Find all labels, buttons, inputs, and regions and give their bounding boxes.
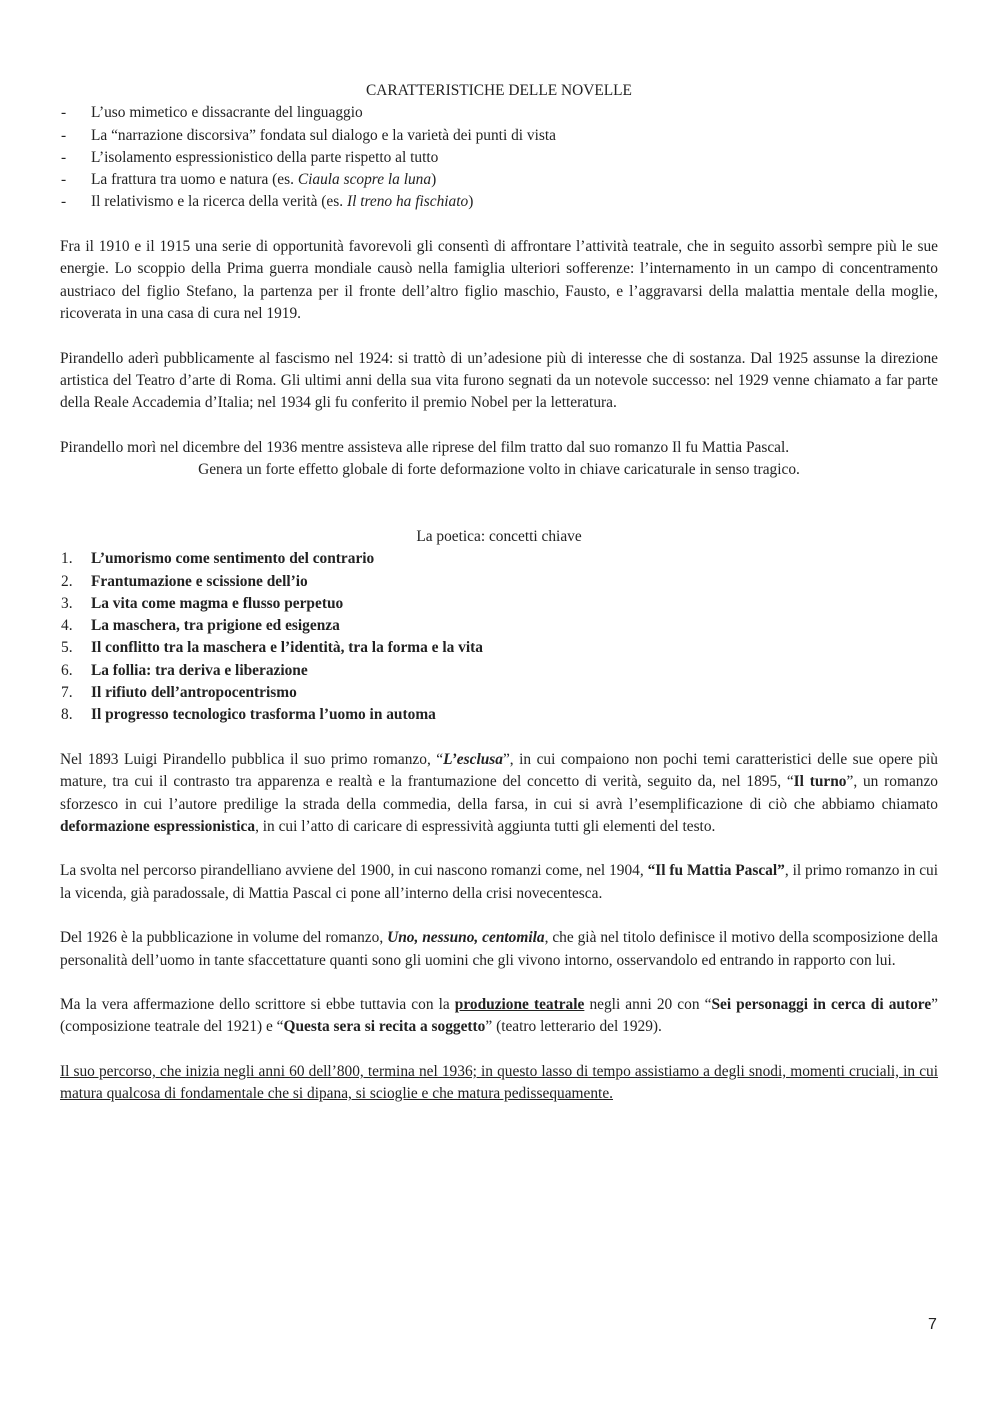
list-dash: - (61, 148, 67, 166)
paragraph-fascism: Pirandello aderì pubblicamente al fascismo nel 1924: si trattò di un’adesione più di interesse che di sostanza. Dal 1925 assunse la direzione artistica del Teatro d’arte di Roma. Gli ultimi anni della sua vita furono segnati da un notevole successo: nel 1929 venne chiamato a far parte della Reale Accademia d’Italia; nel 1934 gli fu conferito il premio Nobel per la letteratura. (60, 349, 938, 412)
document-page (60, 80, 938, 1106)
list-item: 7. Il rifiuto dell’antropocentrismo (61, 684, 297, 702)
work-title: Uno, nessuno, centomila (387, 929, 545, 947)
work-title: Il turno (793, 773, 847, 791)
list-dash: - (61, 171, 67, 189)
list-dash: - (61, 104, 67, 122)
list-item: - La “narrazione discorsiva” fondata sul dialogo e la varietà dei punti di vista (60, 125, 938, 147)
paragraph-theatre: Fra il 1910 e il 1915 una serie di opportunità favorevoli gli consentì di affrontare l’attività teatrale, che in seguito assorbì sempre più le sue energie. Lo scoppio della Prima guerra mondiale causò nella famiglia ulteriori sofferenze: l’internamento in un campo di concentramento austriaco del figlio Stefano, la partenza per il fronte dell’altro figlio maschio, Fausto, e l’aggravarsi della malattia mentale della moglie, ricoverata in una casa di cura nel 1919. (60, 238, 938, 322)
paragraph-death: Pirandello morì nel dicembre del 1936 mentre assisteva alle riprese del film tratto dal suo romanzo Il fu Mattia Pascal. (60, 438, 790, 456)
paragraph-deformation: Genera un forte effetto globale di forte deformazione volto in chiave caricaturale in senso tragico. (198, 461, 800, 479)
paragraph-career-summary: Il suo percorso, che inizia negli anni 60 dell’800, termina nel 1936; in questo lasso di tempo assistiamo a degli snodi, momenti cruciali, in cui matura qualcosa di fondamentale che si dipana, si scioglie e che matura pedissequamente. (60, 1063, 938, 1103)
work-title: Sei personaggi in cerca di autore (711, 996, 932, 1014)
concepts-list (60, 548, 938, 726)
paragraph-first-novel: Nel 1893 Luigi Pirandello pubblica il suo primo romanzo, “L’esclusa”, in cui compaiono non pochi temi caratteristici delle sue opere più mature, tra cui il contrasto tra apparenza e realtà e la frantumazione del concetto di verità, seguito da, nel 1895, “Il turno”, un romanzo sforzesco in cui l’autore predilige la strada della commedia, della farsa, in cui si avrà l’esemplificazione di ciò che abbiamo chiamato deformazione espressionistica, in cui l’atto di caricare di espressività aggiunta tutti gli elementi del testo. (60, 750, 938, 835)
work-title: “Il fu Mattia Pascal” (647, 862, 785, 880)
work-title: Ciaula scopre la luna (297, 171, 432, 189)
list-item: 5. Il conflitto tra la maschera e l’identità, tra la forma e la vita (61, 639, 483, 657)
list-item: 2. Frantumazione e scissione dell’io (61, 572, 308, 590)
list-dash: - (61, 193, 67, 211)
list-item: 8. Il progresso tecnologico trasforma l’uomo in automa (61, 706, 436, 724)
paragraph-uno-nessuno: Del 1926 è la pubblicazione in volume del romanzo, Uno, nessuno, centomila, che già nel titolo definisce il motivo della scomposizione della personalità dell’uomo in tante sfaccettature quanti sono gli uomini che gli vivono intorno, osservandolo ed entrando in rapporto con lui. (60, 929, 938, 969)
list-item: - La frattura tra uomo e natura (es. Ciaula scopre la luna) (60, 169, 938, 191)
poetica-heading: La poetica: concetti chiave (416, 527, 582, 545)
page-number: 7 (928, 1316, 937, 1333)
work-title: L’esclusa (443, 750, 503, 768)
list-item: - Il relativismo e la ricerca della verità (es. Il treno ha fischiato) (60, 191, 938, 213)
work-title: Questa sera si recita a soggetto (283, 1018, 486, 1036)
list-item: 6. La follia: tra deriva e liberazione (61, 661, 308, 679)
list-item: - L’isolamento espressionistico della parte rispetto al tutto (60, 147, 938, 169)
section-heading: CARATTERISTICHE DELLE NOVELLE (366, 82, 632, 99)
key-term: deformazione espressionistica (60, 817, 256, 835)
key-term: produzione teatrale (454, 996, 585, 1014)
list-item: 1. L’umorismo come sentimento del contrario (61, 550, 375, 568)
features-list (60, 102, 938, 213)
work-title: Il treno ha fischiato (346, 193, 469, 211)
list-item: - L’uso mimetico e dissacrante del linguaggio (60, 102, 938, 124)
paragraph-theatre-production: Ma la vera affermazione dello scrittore si ebbe tuttavia con la produzione teatrale negli anni 20 con “Sei personaggi in cerca di autore” (composizione teatrale del 1921) e “Questa sera si recita a soggetto” (teatro letterario del 1929). (60, 996, 938, 1036)
paragraph-turning-point: La svolta nel percorso pirandelliano avviene del 1900, in cui nascono romanzi come, nel 1904, “Il fu Mattia Pascal”, il primo romanzo in cui la vicenda, già paradossale, di Mattia Pascal ci pone all’interno della crisi novecentesca. (60, 862, 938, 902)
list-item: 4. La maschera, tra prigione ed esigenza (61, 617, 340, 635)
list-item: 3. La vita come magma e flusso perpetuo (61, 594, 344, 612)
list-dash: - (61, 126, 67, 144)
